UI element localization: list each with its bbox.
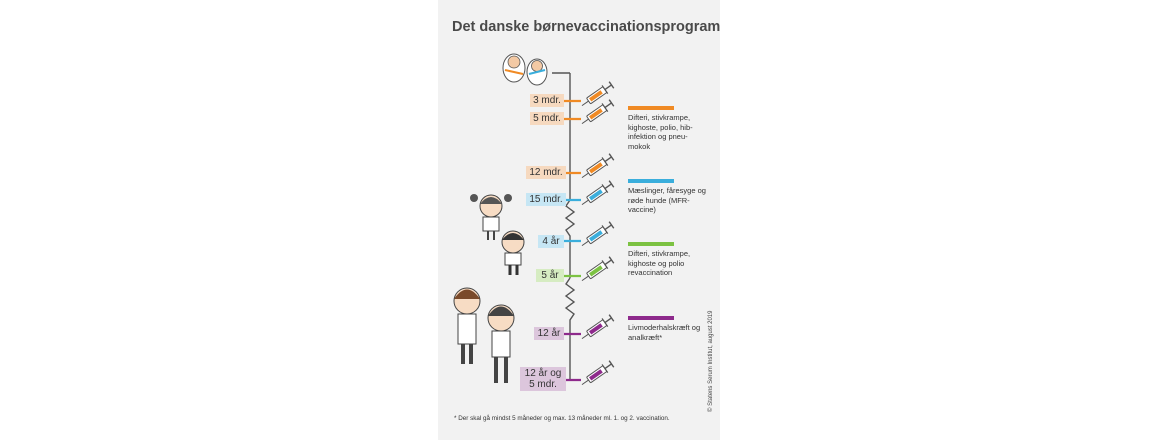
legend-text: Difteri, stivkrampe, kighoste og polio revaccination [628, 249, 691, 277]
credit-text: © Statens Serum Institut, august 2019 [708, 310, 714, 412]
infographic-panel [438, 0, 720, 440]
boy-illustration [502, 231, 524, 275]
legend-text: Livmoderhalskræft og analkræft* [628, 323, 701, 342]
babies-illustration [503, 54, 547, 85]
legend-bar-blue [628, 179, 674, 183]
syringe-icon [579, 360, 614, 389]
legend-bar-purple [628, 316, 674, 320]
syringe-icon [579, 221, 614, 250]
footnote: * Der skal gå mindst 5 måneder og max. 13 måneder ml. 1. og 2. vaccination. [454, 415, 670, 422]
age-label: 12 år [534, 327, 564, 340]
age-label: 15 mdr. [526, 193, 566, 206]
age-label: 12 år og 5 mdr. [520, 367, 566, 391]
legend-bar-orange [628, 106, 674, 110]
legend-text: Difteri, stivkrampe, kighoste, polio, hib-infektion og pneu-mokok [628, 113, 693, 151]
age-label: 5 år [536, 269, 564, 282]
syringe-icon [579, 256, 614, 285]
timeline-break [566, 278, 574, 380]
syringe-icon [579, 314, 614, 343]
age-label: 3 mdr. [530, 94, 564, 107]
teens-illustration [454, 288, 514, 383]
age-label: 12 mdr. [526, 166, 566, 179]
timeline-break [566, 200, 574, 278]
age-label: 4 år [538, 235, 564, 248]
legend-text: Mæslinger, fåresyge og røde hunde (MFR-vaccine) [628, 186, 706, 214]
girl-illustration [470, 194, 512, 240]
syringe-icon [579, 99, 614, 128]
infographic-title: Det danske børnevaccinationsprogram [452, 19, 721, 35]
age-label: 5 mdr. [530, 112, 564, 125]
legend-bar-green [628, 242, 674, 246]
syringe-icon [579, 180, 614, 209]
syringe-icon [579, 153, 614, 182]
timeline-diagram [438, 0, 720, 440]
